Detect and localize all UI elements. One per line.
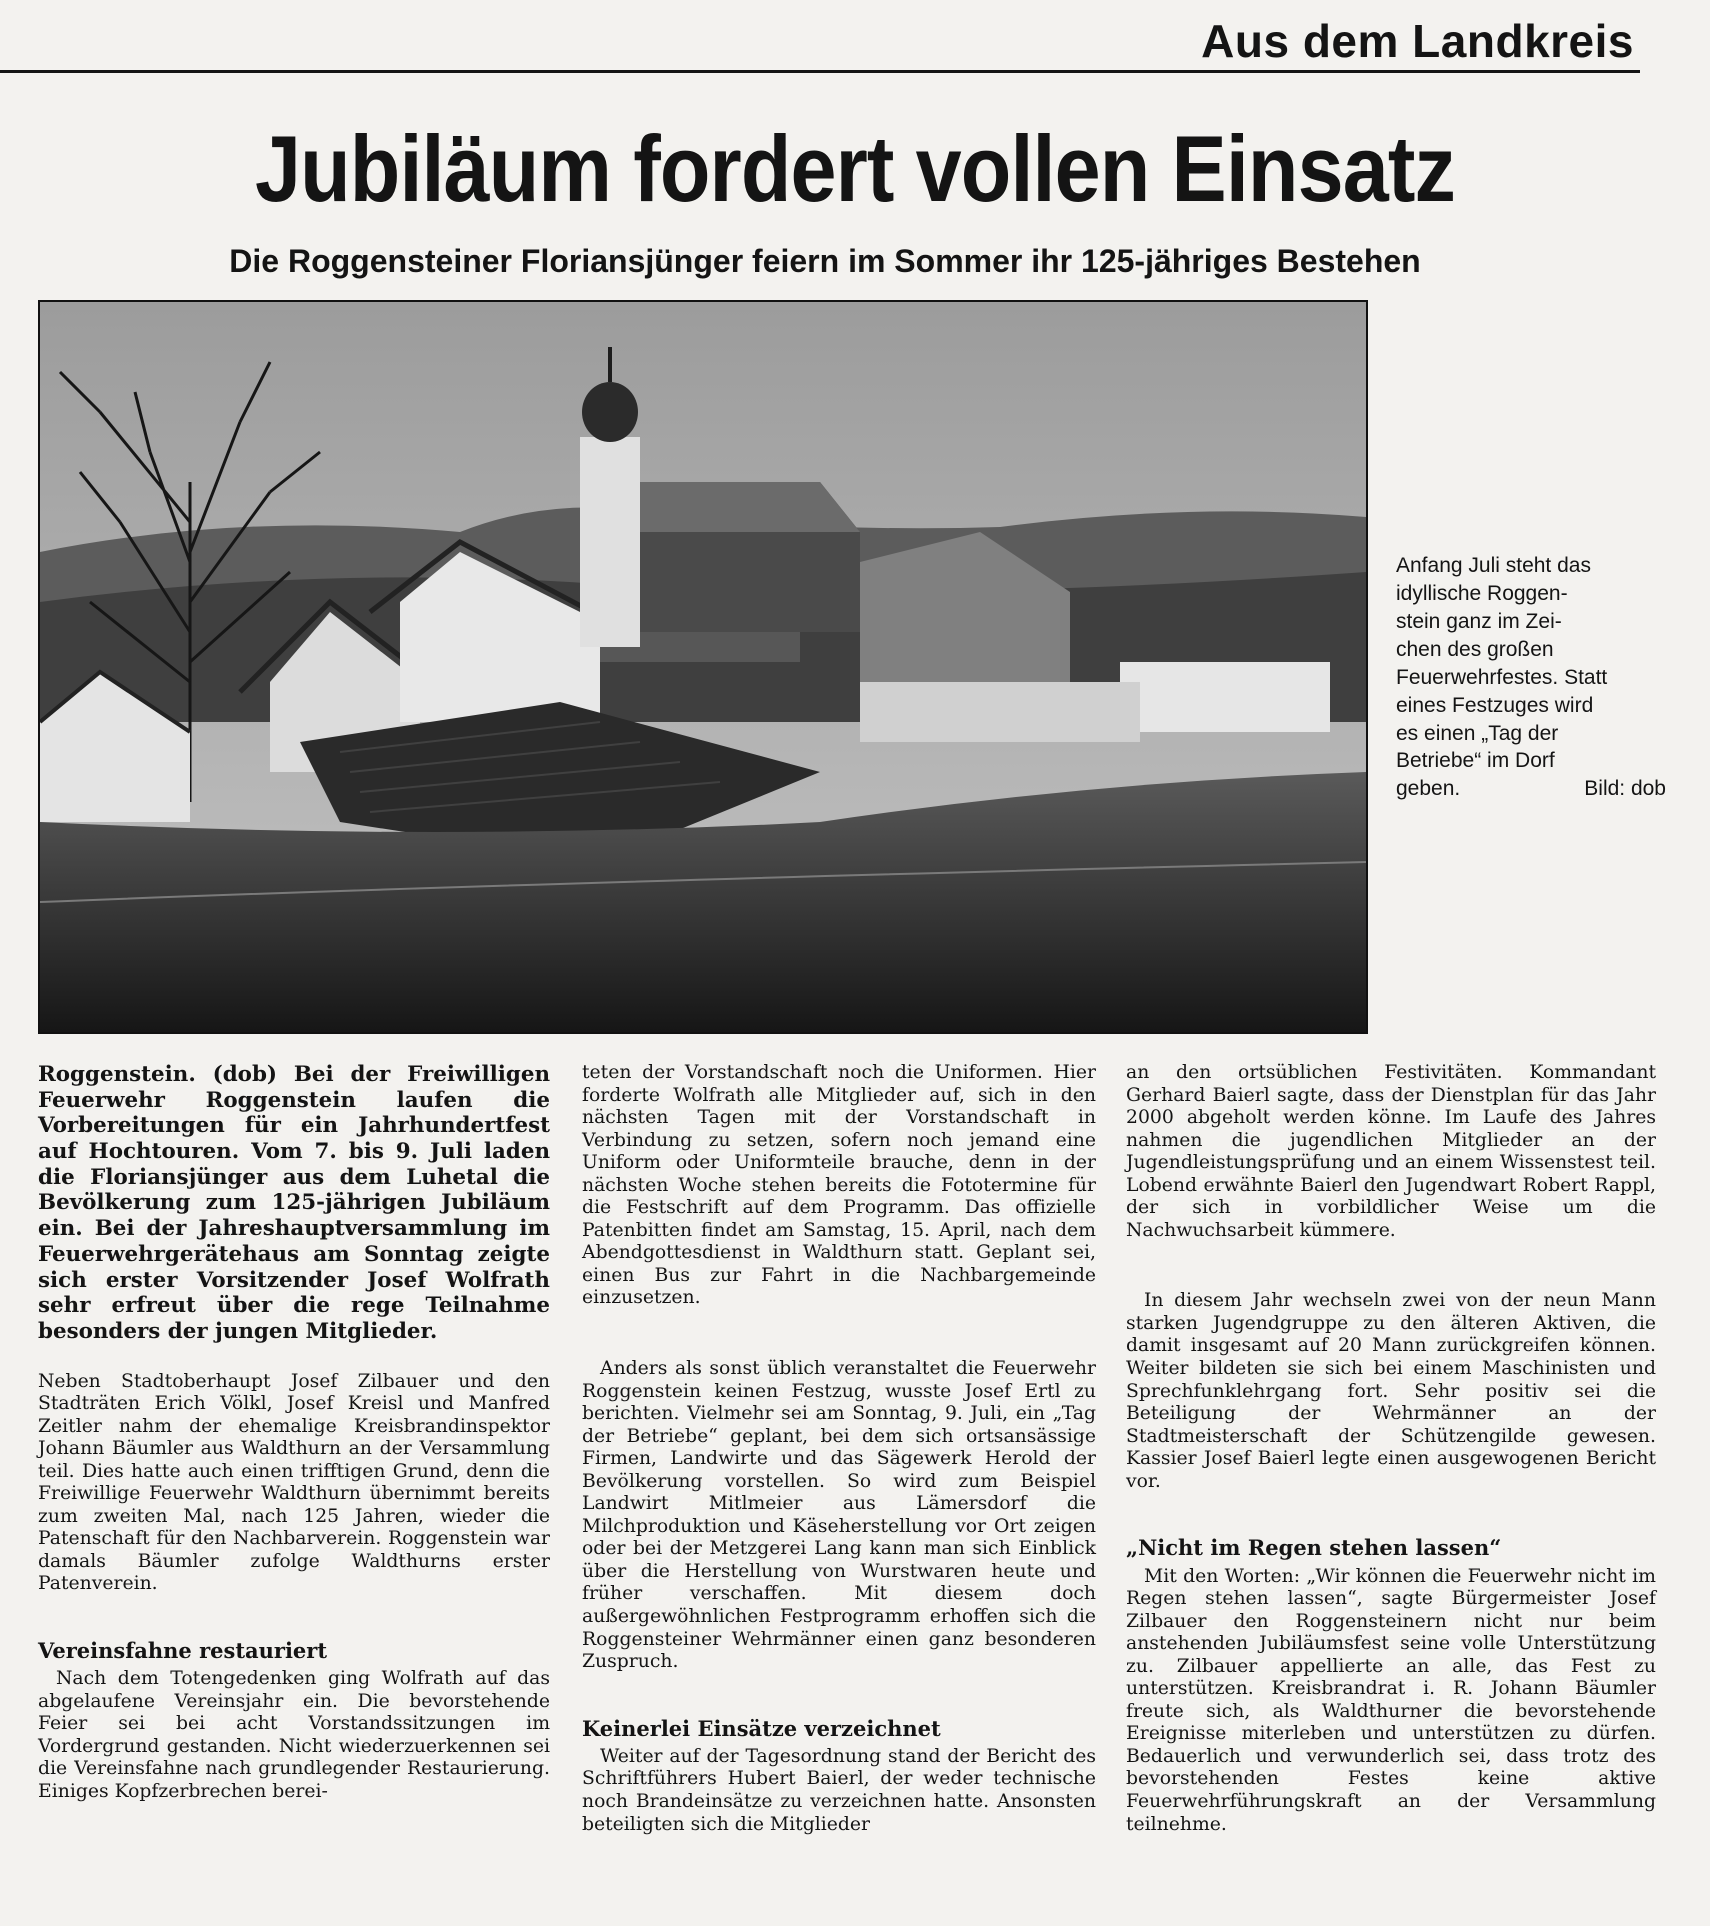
article-column-1 (38, 1062, 550, 1804)
headline: Jubiläum fordert vollen Einsatz (255, 116, 1455, 221)
article-column-2 (582, 1062, 1096, 1836)
article-paragraph: Anders als sonst üblich veranstaltet die Feuerwehr Roggenstein keinen Festzug, wusste Josef Ertl zu berichten. Vielmehr sei am Sonntag, 9. Juli, ein „Tag der Betriebe“ geplant, bei dem sich ortsansässige Firmen, Landwirte und das Sägewerk Herold der Bevölkerung vorstellen. So wird zum Beispiel Landwirt Mitlmeier aus Lämersdorf die Milchproduktion und Käseherstellung vor Ort zeigen oder bei der Metzgerei Lang kann man sich Einblick über die Herstellung von Wurstwaren heute und früher verschaffen. Mit diesem doch außergewöhnlichen Festprogramm erhoffen sich die Roggensteiner Wehrmänner einen ganz besonderen Zuspruch. (582, 1358, 1096, 1673)
caption-line: chen des großen (1396, 637, 1554, 661)
caption-line: Feuerwehrfestes. Statt (1396, 665, 1608, 689)
article-paragraph: teten der Vorstandschaft noch die Uniformen. Hier forderte Wolfrath alle Mitglieder auf, sich in den nächsten Tagen mit der Vorstandschaft in Verbindung zu setzen, sofern noch jemand eine Uniform oder Uniformteile brauche, denn in der nächsten Woche stehen bereits die Fototermine für die Festschrift auf dem Programm. Das offizielle Patenbitten findet am Samstag, 15. April, nach dem Abendgottesdienst in Waldthurn statt. Geplant sei, einen Bus zur Fahrt in die Nachbargemeinde einzusetzen. (582, 1062, 1096, 1309)
article-paragraph: Weiter auf der Tagesordnung stand der Bericht des Schriftführers Hubert Baierl, der weder technische noch Brandeinsätze zu verzeichnen hatte. Ansonsten beteiligten sich die Mitglieder (582, 1745, 1096, 1835)
article-lead: Roggenstein. (dob) Bei der Freiwilligen Feuerwehr Roggenstein laufen die Vorbereitungen für ein Jahrhundertfest auf Hochtouren. Vom 7. bis 9. Juli laden die Floriansjünger aus dem Luhetal die Bevölkerung zum 125-jährigen Jubiläum ein. Bei der Jahreshauptversammlung im Feuerwehrgerätehaus am Sonntag zeigte sich erster Vorsitzender Josef Wolfrath sehr erfreut über die rege Teilnahme besonders der jungen Mitglieder. (38, 1062, 550, 1344)
article-paragraph: Neben Stadtoberhaupt Josef Zilbauer und den Stadträten Erich Völkl, Josef Kreisl und Manfred Zeitler nahm der ehemalige Kreisbrandinspektor Johann Bäumler aus Waldthurn an der Versammlung teil. Dies hatte auch einen trifftigen Grund, denn die Freiwillige Feuerwehr Waldthurn übernimmt bereits zum zweiten Mal, nach 125 Jahren, wieder die Patenschaft für den Nachbarverein. Roggenstein war damals Bäumler zufolge Waldthurns erster Patenverein. (38, 1370, 550, 1595)
section-header: Aus dem Landkreis (1201, 15, 1634, 67)
article-paragraph: an den ortsüblichen Festivitäten. Kommandant Gerhard Baierl sagte, dass der Dienstplan für das Jahr 2000 abgeholt werden könne. Im Laufe des Jahres nahmen die jugendlichen Mitglieder an der Jugendleistungsprüfung und an einem Wissenstest teil. Lobend erwähnte Baierl den Jugendwart Robert Rappl, der sich in vorbildlicher Weise um die Nachwuchsarbeit kümmere. (1126, 1062, 1656, 1241)
article-column-3 (1126, 1062, 1656, 1836)
subheadline: Die Roggensteiner Floriansjünger feiern im Sommer ihr 125-jähriges Bestehen (229, 243, 1421, 279)
article-subheading: „Nicht im Regen stehen lassen“ (1126, 1535, 1502, 1561)
article-subheading: Keinerlei Einsätze verzeichnet (582, 1715, 941, 1741)
caption-line: Anfang Juli steht das (1396, 554, 1591, 577)
caption-line: Betriebe“ im Dorf (1396, 749, 1555, 773)
photo-caption (1396, 552, 1666, 803)
article-paragraph: In diesem Jahr wechseln zwei von der neun Mann starken Jugendgruppe zu den älteren Aktiven, die damit insgesamt auf 20 Mann zurückgreifen können. Weiter bildeten sie sich bei einem Maschinisten und Sprechfunklehrgang fort. Sehr positiv sei die Beteiligung der Wehrmänner an der Stadtmeisterschaft der Schützengilde gewesen. Kassier Josef Baierl legte einen ausgewogenen Bericht vor. (1126, 1290, 1656, 1492)
caption-line: stein ganz im Zei- (1396, 609, 1562, 633)
caption-line: geben. (1396, 777, 1461, 801)
article-subheading: Vereinsfahne restauriert (38, 1638, 328, 1664)
caption-line: eines Festzuges wird (1396, 693, 1594, 717)
caption-line: es einen „Tag der (1396, 721, 1559, 745)
village-church-photo (38, 300, 1368, 1034)
caption-line: idyllische Roggen- (1396, 581, 1568, 605)
photo-credit: Bild: dob (1584, 777, 1666, 801)
article-paragraph: Nach dem Totengedenken ging Wolfrath auf das abgelaufene Vereinsjahr ein. Die bevorstehende Feier sei bei acht Vorstandssitzungen im Vordergrund gestanden. Nicht wiederzuerkennen sei die Vereinsfahne nach grundlegender Restaurierung. Einiges Kopfzerbrechen berei- (38, 1668, 550, 1803)
article-paragraph: Mit den Worten: „Wir können die Feuerwehr nicht im Regen stehen lassen“, sagte Bürgermeister Josef Zilbauer den Roggensteinern nicht nur beim anstehenden Jubiläumsfest seine volle Unterstützung zu. Zilbauer appellierte an alle, das Fest zu unterstützen. Kreisbrandrat i. R. Johann Bäumler freute sich, als Waldthurner die bevorstehende Ereignisse miterleben und unterstützen zu dürfen. Bedauerlich und verwunderlich sei, dass trotz des bevorstehenden Festes keine aktive Feuerwehrführungskraft an der Versammlung teilnehme. (1126, 1565, 1656, 1835)
header-rule (0, 70, 1640, 73)
